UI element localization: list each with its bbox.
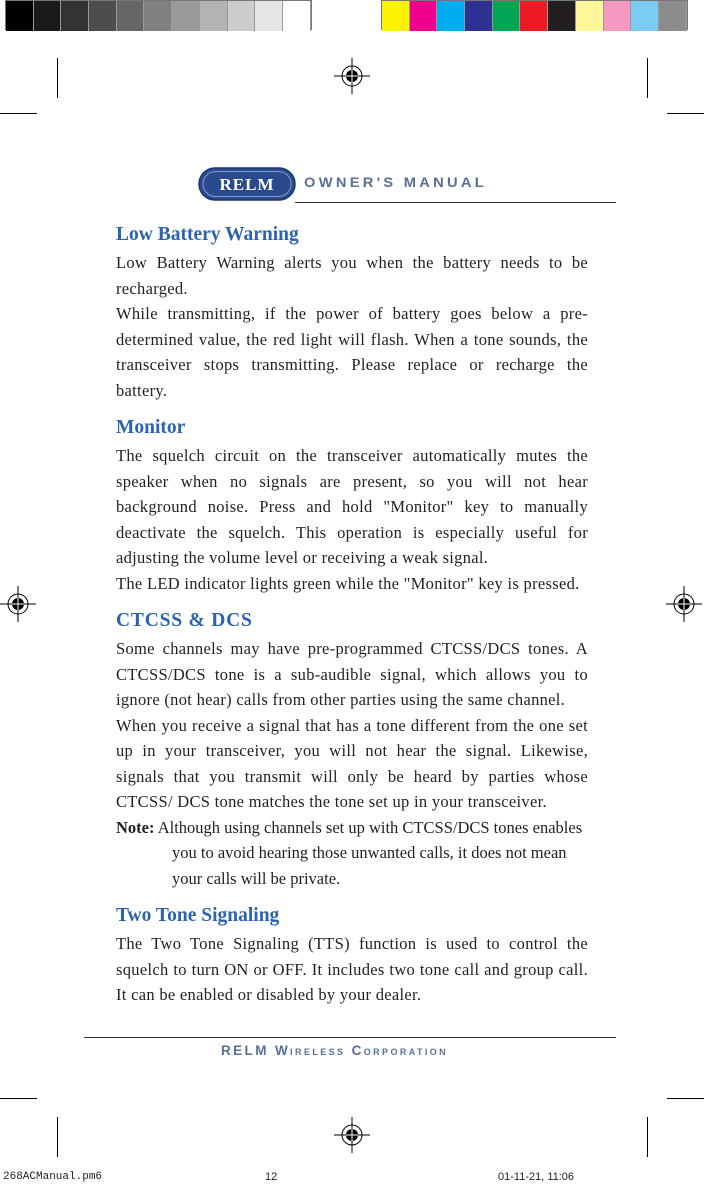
registration-mark-icon bbox=[0, 586, 36, 622]
color-swatch bbox=[437, 1, 465, 31]
paragraph: The Two Tone Signaling (TTS) function is used to control the squelch to turn ON or OFF. It includes two tone call and group call. It can be enabled or disabled by your dealer. bbox=[116, 934, 588, 1004]
grayscale-color-bar bbox=[5, 0, 312, 30]
paragraph: Some channels may have pre-programmed CTCSS/DCS tones. A CTCSS/DCS tone is a sub-audible signal, which allows you to ignore (not hear) calls from other parties using the same channel. bbox=[116, 639, 588, 709]
color-swatch bbox=[659, 1, 687, 31]
note bbox=[116, 815, 588, 892]
paragraph: The LED indicator lights green while the "Monitor" key is pressed. bbox=[116, 573, 580, 593]
color-swatch bbox=[228, 1, 256, 31]
heading-low-battery: Low Battery Warning bbox=[116, 224, 299, 245]
header-divider bbox=[295, 202, 616, 203]
color-swatch bbox=[631, 1, 659, 31]
color-swatch bbox=[6, 1, 34, 31]
crop-mark-bottom-left-vertical bbox=[57, 1117, 58, 1157]
section-two-tone bbox=[116, 901, 588, 1008]
color-swatch bbox=[172, 1, 200, 31]
relm-logo bbox=[198, 167, 296, 201]
color-swatch bbox=[576, 1, 604, 31]
registration-mark-icon bbox=[666, 586, 702, 622]
process-color-bar bbox=[381, 0, 688, 30]
paragraph: When you receive a signal that has a tone different from the one set up in your transceiver, you will not hear the signal. Likewise, signals that you transmit will only be heard by parties whose CTCSS/ DCS tone matches the tone set up in your transceiver. bbox=[116, 715, 588, 811]
color-swatch bbox=[117, 1, 145, 31]
slug-datetime: 01-11-21, 11:06 bbox=[498, 1171, 575, 1183]
registration-mark-icon bbox=[334, 58, 370, 94]
section-ctcss-dcs bbox=[116, 606, 588, 891]
color-swatch bbox=[200, 1, 228, 31]
color-swatch bbox=[89, 1, 117, 31]
crop-mark-top-left-vertical bbox=[57, 58, 58, 98]
paragraph: The squelch circuit on the transceiver automatically mutes the speaker when no signals are present, so you will not hear background noise. Press and hold "Monitor" key to manually deactivate the squelch. This operation is especially useful for adjusting the volume level or receiving a weak signal. bbox=[116, 446, 588, 567]
color-swatch bbox=[382, 1, 410, 31]
color-swatch bbox=[255, 1, 283, 31]
crop-mark-bottom-right-vertical bbox=[647, 1117, 648, 1157]
color-swatch bbox=[493, 1, 521, 31]
slug-page-number: 12 bbox=[265, 1171, 278, 1183]
footer-company: RELM Wireless Corporation bbox=[221, 1043, 449, 1058]
crop-mark-top-right-vertical bbox=[647, 58, 648, 98]
section-low-battery bbox=[116, 220, 588, 403]
color-swatch bbox=[34, 1, 62, 31]
color-swatch bbox=[465, 1, 493, 31]
color-swatch bbox=[520, 1, 548, 31]
page-content bbox=[116, 220, 588, 1018]
registration-mark-icon bbox=[334, 1117, 370, 1153]
heading-two-tone: Two Tone Signaling bbox=[116, 905, 280, 926]
heading-monitor: Monitor bbox=[116, 417, 186, 438]
crop-mark-bottom-left-horizontal bbox=[0, 1098, 37, 1099]
slug-file-name: 268ACManual.pm6 bbox=[3, 1171, 103, 1183]
logo-text: RELM bbox=[219, 175, 275, 194]
manual-title: OWNER'S MANUAL bbox=[304, 174, 487, 190]
crop-mark-bottom-right-horizontal bbox=[667, 1098, 704, 1099]
color-swatch bbox=[548, 1, 576, 31]
note-text-rest: you to avoid hearing those unwanted calls, it does not mean your calls will be private. bbox=[172, 843, 567, 888]
color-swatch bbox=[410, 1, 438, 31]
section-monitor bbox=[116, 413, 588, 596]
footer-divider bbox=[84, 1037, 616, 1038]
paragraph: Low Battery Warning alerts you when the battery needs to be recharged. bbox=[116, 253, 588, 298]
crop-mark-top-left-horizontal bbox=[0, 113, 37, 114]
color-swatch bbox=[144, 1, 172, 31]
note-label: Note: bbox=[116, 817, 155, 837]
note-text-first-line: Although using channels set up with CTCSS/DCS tones enables bbox=[157, 817, 583, 837]
heading-ctcss-dcs: CTCSS & DCS bbox=[116, 610, 253, 631]
color-swatch bbox=[283, 1, 311, 31]
color-swatch bbox=[604, 1, 632, 31]
color-swatch bbox=[61, 1, 89, 31]
crop-mark-top-right-horizontal bbox=[667, 113, 704, 114]
paragraph: While transmitting, if the power of battery goes below a pre-determined value, the red light will flash. When a tone sounds, the transceiver stops transmitting. Please replace or recharge the battery. bbox=[116, 304, 588, 400]
